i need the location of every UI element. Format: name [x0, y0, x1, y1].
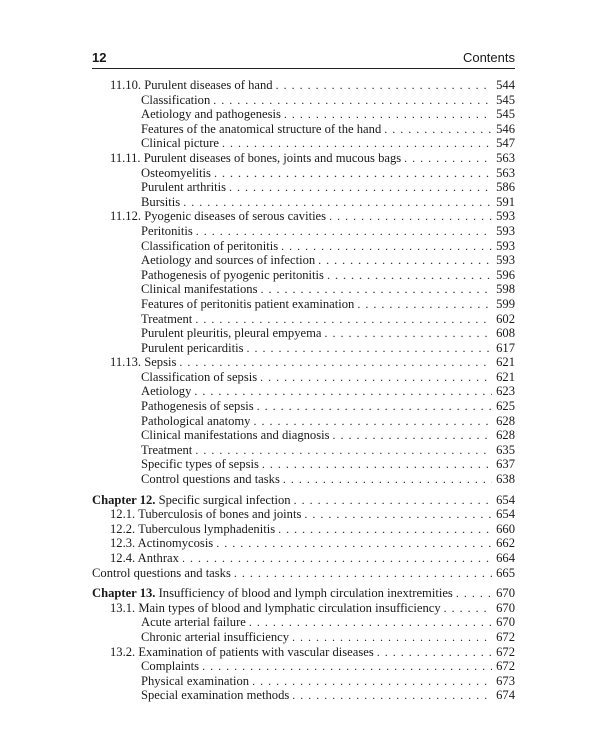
toc-entry[interactable]: [92, 312, 515, 327]
toc-entry-number: 12.3.: [110, 536, 136, 551]
toc-entry-number: 11.12.: [110, 209, 142, 224]
toc-entry[interactable]: [92, 472, 515, 487]
leader-dots: [284, 107, 492, 122]
toc-entry-page: 638: [496, 472, 515, 487]
toc-entry-number: 11.13.: [110, 355, 142, 370]
leader-dots: [229, 180, 492, 195]
toc-entry-page: 608: [496, 326, 515, 341]
toc-entry-page: 547: [496, 136, 515, 151]
toc-entry[interactable]: [92, 239, 515, 254]
leader-dots: [384, 122, 492, 137]
toc-entry-page: 546: [496, 121, 515, 136]
leader-dots: [327, 268, 492, 283]
toc-entry-page: 593: [496, 238, 515, 253]
toc-entry-title: Clinical manifestations and diagnosis: [141, 428, 330, 443]
leader-dots: [202, 659, 492, 674]
toc-entry[interactable]: [92, 78, 515, 93]
toc-entry-page: 617: [496, 340, 515, 355]
toc-entry[interactable]: [92, 253, 515, 268]
toc-entry[interactable]: [92, 151, 515, 166]
toc-entry-page: 672: [496, 644, 515, 659]
toc-entry[interactable]: [92, 122, 515, 137]
toc-entry-title: Tuberculosis of bones and joints: [138, 507, 302, 522]
toc-entry-page: 670: [496, 615, 515, 630]
leader-dots: [195, 443, 492, 458]
toc-entry-page: 665: [496, 565, 515, 580]
toc-entry-page: 599: [496, 296, 515, 311]
leader-dots: [260, 282, 492, 297]
toc-entry[interactable]: [92, 688, 515, 703]
toc-entry-title: Classification of sepsis: [141, 369, 258, 384]
table-of-contents: [92, 78, 515, 703]
toc-entry-title: Osteomyelitis: [141, 165, 211, 180]
leader-dots: [222, 136, 492, 151]
toc-entry[interactable]: [92, 674, 515, 689]
leader-dots: [357, 297, 492, 312]
toc-entry[interactable]: [92, 136, 515, 151]
toc-entry-title: Insufficiency of blood and lymph circulation inextremities: [158, 586, 453, 601]
toc-entry-title: Acute arterial failure: [141, 615, 246, 630]
toc-chapter-number: Chapter 12.: [92, 492, 156, 507]
leader-dots: [404, 151, 492, 166]
leader-dots: [234, 566, 492, 581]
toc-entry[interactable]: [92, 399, 515, 414]
toc-entry-page: 586: [496, 180, 515, 195]
leader-dots: [194, 384, 492, 399]
toc-entry-page: 602: [496, 311, 515, 326]
toc-entry-title: Special examination methods: [141, 688, 290, 703]
toc-entry-title: Aetiology and pathogenesis: [141, 107, 281, 122]
toc-entry[interactable]: [92, 414, 515, 429]
toc-entry-page: 563: [496, 165, 515, 180]
leader-dots: [262, 457, 492, 472]
toc-entry-page: 670: [496, 586, 515, 601]
leader-dots: [456, 586, 492, 601]
toc-entry[interactable]: [92, 522, 515, 537]
toc-entry-title: Sepsis: [144, 355, 177, 370]
toc-entry[interactable]: [92, 566, 515, 581]
toc-entry[interactable]: [92, 443, 515, 458]
toc-entry-page: 623: [496, 384, 515, 399]
leader-dots: [276, 78, 492, 93]
toc-entry-title: Features of the anatomical structure of the hand: [141, 121, 382, 136]
toc-entry-title: Main types of blood and lymphatic circulation insufficiency: [138, 600, 441, 615]
toc-entry[interactable]: [92, 536, 515, 551]
leader-dots: [444, 601, 492, 616]
toc-entry-page: 654: [496, 507, 515, 522]
leader-dots: [329, 209, 492, 224]
leader-dots: [281, 239, 492, 254]
toc-entry[interactable]: [92, 166, 515, 181]
leader-dots: [324, 326, 492, 341]
toc-entry-page: 593: [496, 223, 515, 238]
toc-entry-title: Purulent diseases of hand: [144, 78, 273, 92]
leader-dots: [252, 674, 492, 689]
toc-entry-title: Treatment: [141, 311, 193, 326]
leader-dots: [294, 493, 492, 508]
toc-entry[interactable]: [92, 507, 515, 522]
toc-entry-title: Clinical picture: [141, 136, 219, 151]
toc-entry-number: 13.1.: [110, 600, 136, 615]
leader-dots: [257, 399, 492, 414]
leader-dots: [283, 472, 492, 487]
page-number: 12: [92, 50, 107, 65]
toc-entry-title: Specific surgical infection: [158, 492, 291, 507]
toc-entry-title: Specific types of sepsis: [141, 457, 259, 472]
toc-entry-title: Anthrax: [137, 551, 179, 565]
toc-entry-title: Physical examination: [141, 673, 250, 688]
leader-dots: [182, 551, 492, 566]
toc-entry-title: Purulent arthritis: [141, 180, 226, 195]
toc-entry[interactable]: [92, 615, 515, 630]
toc-entry-title: Treatment: [141, 442, 193, 457]
toc-entry-title: Purulent pericarditis: [141, 340, 244, 355]
toc-entry-number: 12.4.: [110, 551, 136, 565]
toc-entry[interactable]: [92, 180, 515, 195]
toc-entry-page: 672: [496, 629, 515, 644]
toc-entry[interactable]: [92, 355, 515, 370]
toc-entry-title: Examination of patients with vascular diseases: [138, 644, 374, 659]
toc-entry-title: Complaints: [141, 659, 200, 674]
toc-chapter-number: Chapter 13.: [92, 586, 156, 601]
toc-entry-title: Peritonitis: [141, 223, 193, 238]
leader-dots: [214, 166, 492, 181]
toc-entry-page: 545: [496, 107, 515, 122]
toc-entry-title: Bursitis: [141, 194, 181, 209]
leader-dots: [216, 536, 492, 551]
toc-entry-title: Control questions and tasks: [141, 472, 280, 487]
toc-entry-number: 12.2.: [110, 521, 136, 536]
leader-dots: [249, 615, 492, 630]
toc-entry[interactable]: [92, 428, 515, 443]
toc-entry[interactable]: [92, 370, 515, 385]
toc-entry-page: 544: [496, 78, 515, 92]
leader-dots: [304, 507, 492, 522]
toc-entry-page: 563: [496, 150, 515, 165]
toc-entry-number: 11.11.: [110, 150, 141, 165]
toc-entry-page: 593: [496, 209, 515, 224]
toc-chapter-entry[interactable]: [92, 586, 515, 601]
toc-entry[interactable]: [92, 107, 515, 122]
toc-entry[interactable]: [92, 630, 515, 645]
toc-entry-title: Aetiology and sources of infection: [141, 253, 316, 268]
toc-entry-title: Pyogenic diseases of serous cavities: [144, 209, 327, 224]
toc-entry-title: Chronic arterial insufficiency: [141, 629, 290, 644]
toc-entry[interactable]: [92, 457, 515, 472]
leader-dots: [318, 253, 492, 268]
toc-entry-title: Classification: [141, 92, 211, 107]
toc-entry-title: Actinomycosis: [137, 536, 214, 551]
leader-dots: [179, 355, 492, 370]
leader-dots: [213, 93, 492, 108]
toc-entry-page: 545: [496, 92, 515, 107]
toc-entry-page: 593: [496, 253, 515, 268]
leader-dots: [195, 312, 492, 327]
toc-entry[interactable]: [92, 224, 515, 239]
leader-dots: [196, 224, 492, 239]
toc-entry-title: Features of peritonitis patient examination: [141, 296, 355, 311]
toc-entry-page: 654: [496, 492, 515, 507]
toc-entry-page: 628: [496, 413, 515, 428]
toc-entry[interactable]: [92, 93, 515, 108]
leader-dots: [377, 645, 492, 660]
toc-entry-title: Purulent pleuritis, pleural empyema: [141, 326, 322, 341]
toc-entry[interactable]: [92, 645, 515, 660]
toc-entry-title: Pathogenesis of sepsis: [141, 399, 254, 414]
toc-entry-page: 662: [496, 536, 515, 551]
toc-entry-page: 674: [496, 688, 515, 703]
toc-chapter-entry[interactable]: [92, 493, 515, 508]
toc-entry-page: 598: [496, 282, 515, 297]
toc-entry-title: Purulent diseases of bones, joints and mucous bags: [143, 150, 402, 165]
running-title: Contents: [462, 50, 515, 65]
leader-dots: [292, 630, 492, 645]
toc-entry-title: Classification of peritonitis: [141, 238, 279, 253]
toc-entry[interactable]: [92, 268, 515, 283]
toc-entry-page: 670: [496, 600, 515, 615]
toc-entry-page: 591: [496, 194, 515, 209]
leader-dots: [292, 688, 492, 703]
toc-entry[interactable]: [92, 601, 515, 616]
toc-entry-title: Pathogenesis of pyogenic peritonitis: [141, 267, 324, 282]
toc-entry[interactable]: [92, 209, 515, 224]
toc-entry-title: Aetiology: [141, 384, 192, 399]
toc-entry[interactable]: [92, 282, 515, 297]
toc-entry[interactable]: [92, 297, 515, 312]
toc-entry-number: 13.2.: [110, 644, 136, 659]
toc-entry[interactable]: [92, 659, 515, 674]
toc-entry-page: 621: [496, 369, 515, 384]
toc-entry-title: Tuberculous lymphadenitis: [138, 521, 276, 536]
toc-entry-page: 635: [496, 442, 515, 457]
toc-entry[interactable]: [92, 551, 515, 566]
toc-entry[interactable]: [92, 384, 515, 399]
toc-entry-page: 596: [496, 267, 515, 282]
leader-dots: [260, 370, 492, 385]
toc-entry-number: 12.1.: [110, 507, 136, 522]
toc-entry-page: 660: [496, 521, 515, 536]
leader-dots: [333, 428, 492, 443]
toc-entry-title: Control questions and tasks: [92, 565, 231, 580]
toc-entry-page: 637: [496, 457, 515, 472]
toc-entry-page: 621: [496, 355, 515, 370]
toc-entry-title: Pathological anatomy: [141, 413, 251, 428]
leader-dots: [246, 341, 492, 356]
toc-entry-page: 673: [496, 673, 515, 688]
leader-dots: [278, 522, 492, 537]
toc-entry-page: 625: [496, 399, 515, 414]
toc-entry[interactable]: [92, 326, 515, 341]
leader-dots: [183, 195, 492, 210]
toc-entry-page: 628: [496, 428, 515, 443]
toc-entry-page: 664: [496, 551, 515, 565]
toc-entry[interactable]: [92, 341, 515, 356]
toc-entry[interactable]: [92, 195, 515, 210]
toc-entry-page: 672: [496, 659, 515, 674]
toc-entry-title: Clinical manifestations: [141, 282, 258, 297]
leader-dots: [253, 414, 492, 429]
page-header: [92, 50, 515, 69]
toc-entry-number: 11.10.: [110, 78, 142, 92]
